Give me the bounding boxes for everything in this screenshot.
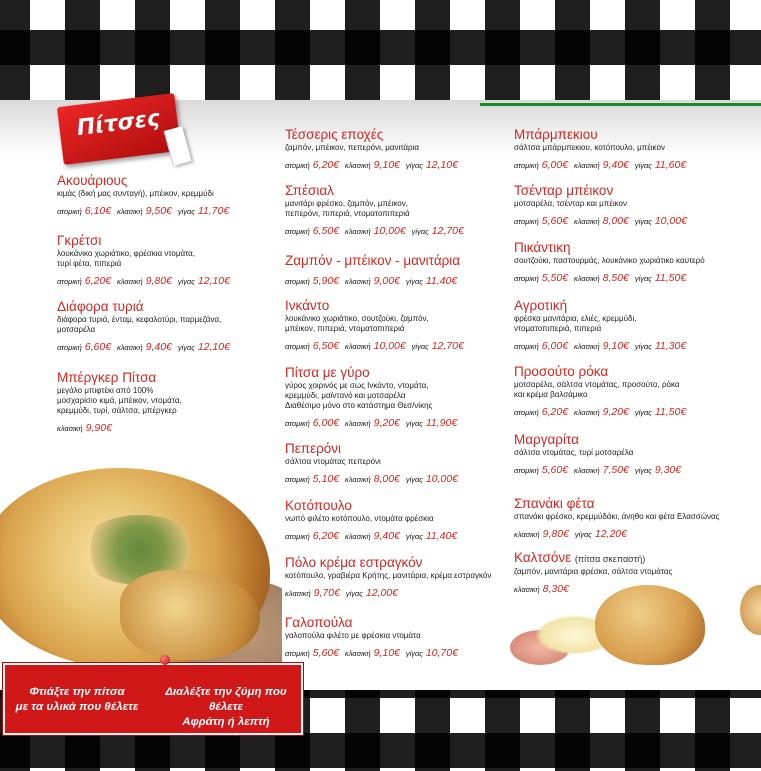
item-prices: ατομική 6,00€ κλασική 9,40€ γίγας 11,60€ xyxy=(514,159,687,171)
item-name: Μπάρμπεκιου xyxy=(514,127,598,142)
item-name: Πόλο κρέμα εστραγκόν xyxy=(285,555,423,570)
item-name: Μαργαρίτα xyxy=(514,432,579,447)
item-desc: σπανάκι φρέσκο, κρεμμύδάκι, άνηθο και φέτα Ελασσώνας xyxy=(514,512,720,521)
menu-item-diafora-tyria xyxy=(57,299,277,355)
menu-item-tesseris-epoxes xyxy=(285,127,505,173)
item-name: Γκρέτσι xyxy=(57,233,102,248)
item-name: Μπέργκερ Πίτσα xyxy=(57,370,157,385)
menu-item-kotopoulo xyxy=(285,498,505,544)
item-desc: ζαμπόν, μανιτάρια φρέσκα, σάλτσα ντομάτας xyxy=(514,567,673,576)
item-prices: ατομική 6,60€ κλασική 9,40€ γίγας 12,10€ xyxy=(57,341,230,353)
item-name: Πεπερόνι xyxy=(285,441,342,456)
menu-item-pikantiki xyxy=(514,240,754,286)
menu-item-galopoula xyxy=(285,615,505,661)
item-name: Σπέσιαλ xyxy=(285,183,334,198)
item-name: Διάφορα τυριά xyxy=(57,299,144,314)
checkered-header-pattern xyxy=(0,0,761,105)
menu-item-gkretsi xyxy=(57,233,277,289)
item-name: Σπανάκι φέτα xyxy=(514,496,595,511)
item-prices: ατομική 6,10€ κλασική 9,50€ γίγας 11,70€ xyxy=(57,205,230,217)
pizza-photo xyxy=(0,460,282,670)
item-name: Ακουάριους xyxy=(57,173,128,188)
item-desc: μοτσαρέλα, τσένταρ και μπέικον xyxy=(514,199,627,208)
menu-item-margarita xyxy=(514,432,749,478)
item-name: Τσένταρ μπέικον xyxy=(514,183,614,198)
item-prices: ατομική 6,20€ κλασική 9,20€ γίγας 11,50€ xyxy=(514,406,687,418)
item-desc: κιμάς (δική μας συνταγή), μπέικον, κρεμμύδι xyxy=(57,189,214,198)
item-name: Κοτόπουλο xyxy=(285,498,352,513)
item-name: Καλτσόνε (πίτσα σκεπαστή) xyxy=(514,550,646,565)
item-desc: κοτόπουλο, γραβιέρα Κρήτης, μανιτάρια, κρέμα εστραγκόν xyxy=(285,571,492,580)
item-name: Τέσσερις εποχές xyxy=(285,127,384,142)
item-desc: σάλτσα ντομάτας πεπερόνι xyxy=(285,457,381,466)
item-desc: μανιτάρι φρέσκο, ζαμπόν, μπέικον, πεπερόνι, πιπεριά, ντοματοπιπεριά xyxy=(285,199,410,218)
promo-banner xyxy=(3,663,303,735)
menu-item-akouarious xyxy=(57,173,277,219)
item-desc: μοτσαρέλα, σάλτσα ντομάτας, προσούτο, ρόκα και κρέμα βαλσάμικο xyxy=(514,380,680,399)
item-prices: κλασική 9,70€ γίγας 12,00€ xyxy=(285,587,398,599)
item-desc: σάλτσα ντομάτας, τυρί μοτσαρέλα xyxy=(514,448,634,457)
menu-item-pitsa-me-gyro xyxy=(285,365,505,431)
item-prices: ατομική 6,20€ κλασική 9,80€ γίγας 12,10€ xyxy=(57,275,230,287)
item-name: Πίτσα με γύρο xyxy=(285,365,370,380)
section-title: Πίτσες xyxy=(75,106,162,142)
pushpin-icon xyxy=(160,655,170,665)
item-desc: φρέσκα μανιτάρια, ελιές, κρεμμύδι, ντοματοπιπεριά, πιπεριά xyxy=(514,314,637,333)
item-desc: μεγάλο μπιφτέκι από 100% μοσχαρίσιο κιμά, μπέικον, ντομάτα, κρεμμύδι, τυρί, σάλτσα, μπέργκερ xyxy=(57,386,182,415)
item-desc: ζαμπόν, μπέικον, πεπερόνι, μανιτάρια xyxy=(285,143,419,152)
item-desc: γύρος χοιρινός με σως Ινκάντο, ντομάτα, κρεμμύδι, μαϊντανό και μοτσαρέλα Διαθέσιμο μόνο στο κατάστημα Θεσ/νίκης xyxy=(285,381,433,410)
item-desc: λουκάνικο χωριάτικο, φρέσκια ντομάτα, τυρί φέτα, πιπεριά xyxy=(57,249,195,268)
item-desc: γαλοπούλα φιλέτο με φρέσκια ντομάτα xyxy=(285,631,421,640)
green-accent-line xyxy=(480,103,761,106)
item-prices: ατομική 5,60€ κλασική 8,00€ γίγας 10,00€ xyxy=(514,215,687,227)
item-name: Αγροτική xyxy=(514,298,568,313)
menu-item-prosouto-roka xyxy=(514,364,749,420)
item-prices: ατομική 5,90€ κλασική 9,00€ γίγας 11,40€ xyxy=(285,275,458,287)
menu-item-zampon-mpeikon-manitaria xyxy=(285,253,505,289)
menu-item-cheddar-bacon xyxy=(514,183,749,229)
item-prices: ατομική 6,50€ κλασική 10,00€ γίγας 12,70€ xyxy=(285,225,464,237)
item-prices: ατομική 6,00€ κλασική 9,10€ γίγας 11,30€ xyxy=(514,340,687,352)
item-prices: ατομική 6,20€ κλασική 9,40€ γίγας 11,40€ xyxy=(285,530,458,542)
item-prices: ατομική 5,60€ κλασική 7,50€ γίγας 9,30€ xyxy=(514,464,682,476)
menu-item-burger-pitsa xyxy=(57,370,277,436)
item-desc: νωπό φιλέτο κοτόπουλο, ντομάτα φρέσκια xyxy=(285,514,434,523)
item-name: Πικάντικη xyxy=(514,240,571,255)
item-prices: ατομική 6,20€ κλασική 9,10€ γίγας 12,10€ xyxy=(285,159,458,171)
item-desc: λουκάνικο χωριάτικο, σουτζούκι, ζαμπόν, μπέικον, πιπεριά, ντοματοπιπεριά xyxy=(285,314,429,333)
item-name: Προσούτο ρόκα xyxy=(514,364,609,379)
menu-item-agrotiki xyxy=(514,298,749,354)
item-desc: σουτζούκι, παστουρμάς, λουκάνικο χωριάτικο καυτερό xyxy=(514,256,705,265)
promo-right: Διαλέξτε την ζύμη που θέλετε Αφράτη ή λεπτή xyxy=(165,686,287,728)
menu-item-polo-krema-estragkon xyxy=(285,555,510,601)
item-prices: ατομική 5,10€ κλασική 8,00€ γίγας 10,00€ xyxy=(285,473,458,485)
menu-item-barbecue xyxy=(514,127,749,173)
menu-item-special xyxy=(285,183,505,239)
calzone-photo xyxy=(505,575,761,670)
item-prices: ατομική 6,50€ κλασική 10,00€ γίγας 12,70€ xyxy=(285,340,464,352)
menu-item-peperoni xyxy=(285,441,505,487)
item-prices: ατομική 5,60€ κλασική 9,10€ γίγας 10,70€ xyxy=(285,647,458,659)
item-prices: κλασική 9,80€ γίγας 12,20€ xyxy=(514,528,627,540)
item-desc: σάλτσα μπάρμπεκιου, κοτόπουλο, μπέικον xyxy=(514,143,665,152)
item-prices: ατομική 6,00€ κλασική 9,20€ γίγας 11,90€ xyxy=(285,417,458,429)
item-prices: ατομική 5,50€ κλασική 8,50€ γίγας 11,50€ xyxy=(514,272,687,284)
menu-item-inkanto xyxy=(285,298,505,354)
item-name-extra: (πίτσα σκεπαστή) xyxy=(574,554,646,564)
promo-left: Φτιάξτε την πίτσα με τα υλικά που θέλετε xyxy=(15,686,139,713)
item-name: Ζαμπόν - μπέικον - μανιτάρια xyxy=(285,253,461,268)
item-prices: κλασική 9,90€ xyxy=(57,422,112,434)
item-prices: κλασική 8,30€ xyxy=(514,583,569,595)
item-name: Ινκάντο xyxy=(285,298,330,313)
item-name: Γαλοπούλα xyxy=(285,615,353,630)
item-desc: διάφορα τυριά, ένταμ, κεφαλοτύρι, παρμεζάνα, μοτσαρέλα xyxy=(57,315,222,334)
menu-item-spanaki-feta xyxy=(514,496,754,542)
